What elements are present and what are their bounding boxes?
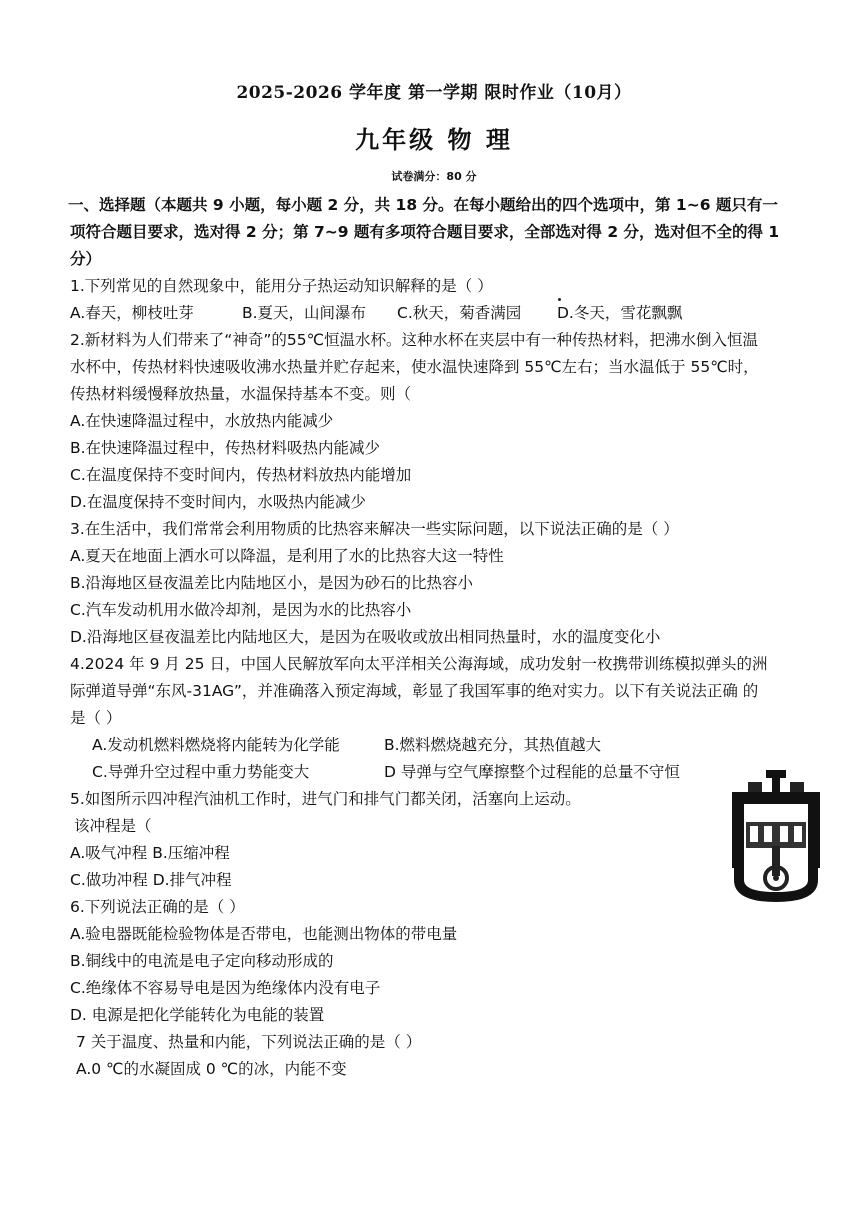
- q1-option-c: C.秋天，菊香满园: [397, 304, 522, 322]
- q1-option-b: B.夏天，山间瀑布: [242, 304, 367, 322]
- q4-option-d: D 导弹与空气摩擦整个过程能的总量不守恒: [384, 763, 680, 781]
- q2-option-c: C.在温度保持不变时间内，传热材料放热内能增加: [70, 466, 412, 484]
- question-5-stem: 5.如图所示四冲程汽油机工作时，进气门和排气门都关闭，活塞向上运动。: [70, 790, 581, 808]
- question-6-stem: 6.下列说法正确的是（ ）: [70, 898, 245, 916]
- question-1-stem: 1.下列常见的自然现象中，能用分子热运动知识解释的是（ ）: [70, 277, 493, 295]
- question-1-options: [70, 300, 854, 327]
- question-4-stem: 4.2024 年 9 月 25 日，中国人民解放军向太平洋相关公海海域，成功发射一枚携带训练模拟弹头的洲: [70, 655, 768, 673]
- q6-option-a: A.验电器既能检验物体是否带电，也能测出物体的带电量: [70, 925, 458, 943]
- question-2-stem: 水杯中，传热材料快速吸收沸水热量并贮存起来，使水温快速降到 55℃左右；当水温低于 55℃时，: [70, 358, 759, 376]
- question-7-stem: 7 关于温度、热量和内能，下列说法正确的是（ ）: [76, 1033, 422, 1051]
- section-instruction-line: 分）: [70, 250, 102, 268]
- subject-title: 九年级 物 理: [355, 125, 513, 154]
- q5-option-c: C.做功冲程: [70, 871, 148, 889]
- q3-option-d: D.沿海地区昼夜温差比内陆地区大，是因为在吸收或放出相同热量时，水的温度变化小: [70, 628, 661, 646]
- q6-option-c: C.绝缘体不容易导电是因为绝缘体内没有电子: [70, 979, 381, 997]
- q6-option-b: B.铜线中的电流是电子定向移动形成的: [70, 952, 334, 970]
- q6-option-d: D. 电源是把化学能转化为电能的装置: [70, 1006, 325, 1024]
- q1-option-d: D.冬天，雪花飘飘: [557, 304, 683, 322]
- question-4-stem: 际弹道导弹“东风-31AG”，并准确落入预定海域，彰显了我国军事的绝对实力。以下有关说法正确 的: [70, 682, 759, 700]
- full-score: 试卷满分：80 分: [391, 170, 477, 183]
- q3-option-a: A.夏天在地面上洒水可以降温，是利用了水的比热容大这一特性: [70, 547, 504, 565]
- q2-option-d: D.在温度保持不变时间内，水吸热内能减少: [70, 493, 366, 511]
- q4-option-b: B.燃料燃烧越充分，其热值越大: [384, 736, 602, 754]
- question-content: [70, 192, 854, 1083]
- question-3-stem: 3.在生活中，我们常常会利用物质的比热容来解决一些实际问题，以下说法正确的是（ ）: [70, 520, 679, 538]
- question-4-stem: 是（ ）: [70, 709, 122, 727]
- engine-cylinder-figure: [728, 768, 824, 906]
- q5-option-b: B.压缩冲程: [152, 844, 230, 862]
- section-instruction-line: 项符合题目要求，选对得 2 分；第 7~9 题有多项符合题目要求，全部选对得 2 分，选对但不全的得 1: [70, 223, 780, 241]
- question-2-stem: 传热材料缓慢释放热量，水温保持基本不变。则（: [70, 385, 412, 403]
- q7-option-a: A.0 ℃的水凝固成 0 ℃的冰，内能不变: [76, 1060, 347, 1078]
- q4-option-a: A.发动机燃料燃烧将内能转为化学能: [92, 736, 340, 754]
- q3-option-b: B.沿海地区昼夜温差比内陆地区小，是因为砂石的比热容小: [70, 574, 474, 592]
- question-4-options-row: [70, 732, 854, 759]
- question-2-stem: 2.新材料为人们带来了“神奇”的55℃恒温水杯。这种水杯在夹层中有一种传热材料，把沸水倒入恒温: [70, 331, 758, 349]
- q2-option-a: A.在快速降温过程中，水放热内能减少: [70, 412, 334, 430]
- question-5-stem: 该冲程是（: [74, 817, 152, 835]
- section-instruction-line: 一、选择题（本题共 9 小题，每小题 2 分，共 18 分。在每小题给出的四个选项中，第 1~6 题只有一: [68, 196, 778, 214]
- exam-title: 2025-2026 学年度 第一学期 限时作业（10月）: [236, 83, 632, 103]
- q5-option-d: D.排气冲程: [152, 871, 232, 889]
- q3-option-c: C.汽车发动机用水做冷却剂，是因为水的比热容小: [70, 601, 412, 619]
- q1-option-a: A.春天，柳枝吐芽: [70, 304, 194, 322]
- q4-option-c: C.导弹升空过程中重力势能变大: [92, 763, 310, 781]
- q5-option-a: A.吸气冲程: [70, 844, 148, 862]
- q2-option-b: B.在快速降温过程中，传热材料吸热内能减少: [70, 439, 381, 457]
